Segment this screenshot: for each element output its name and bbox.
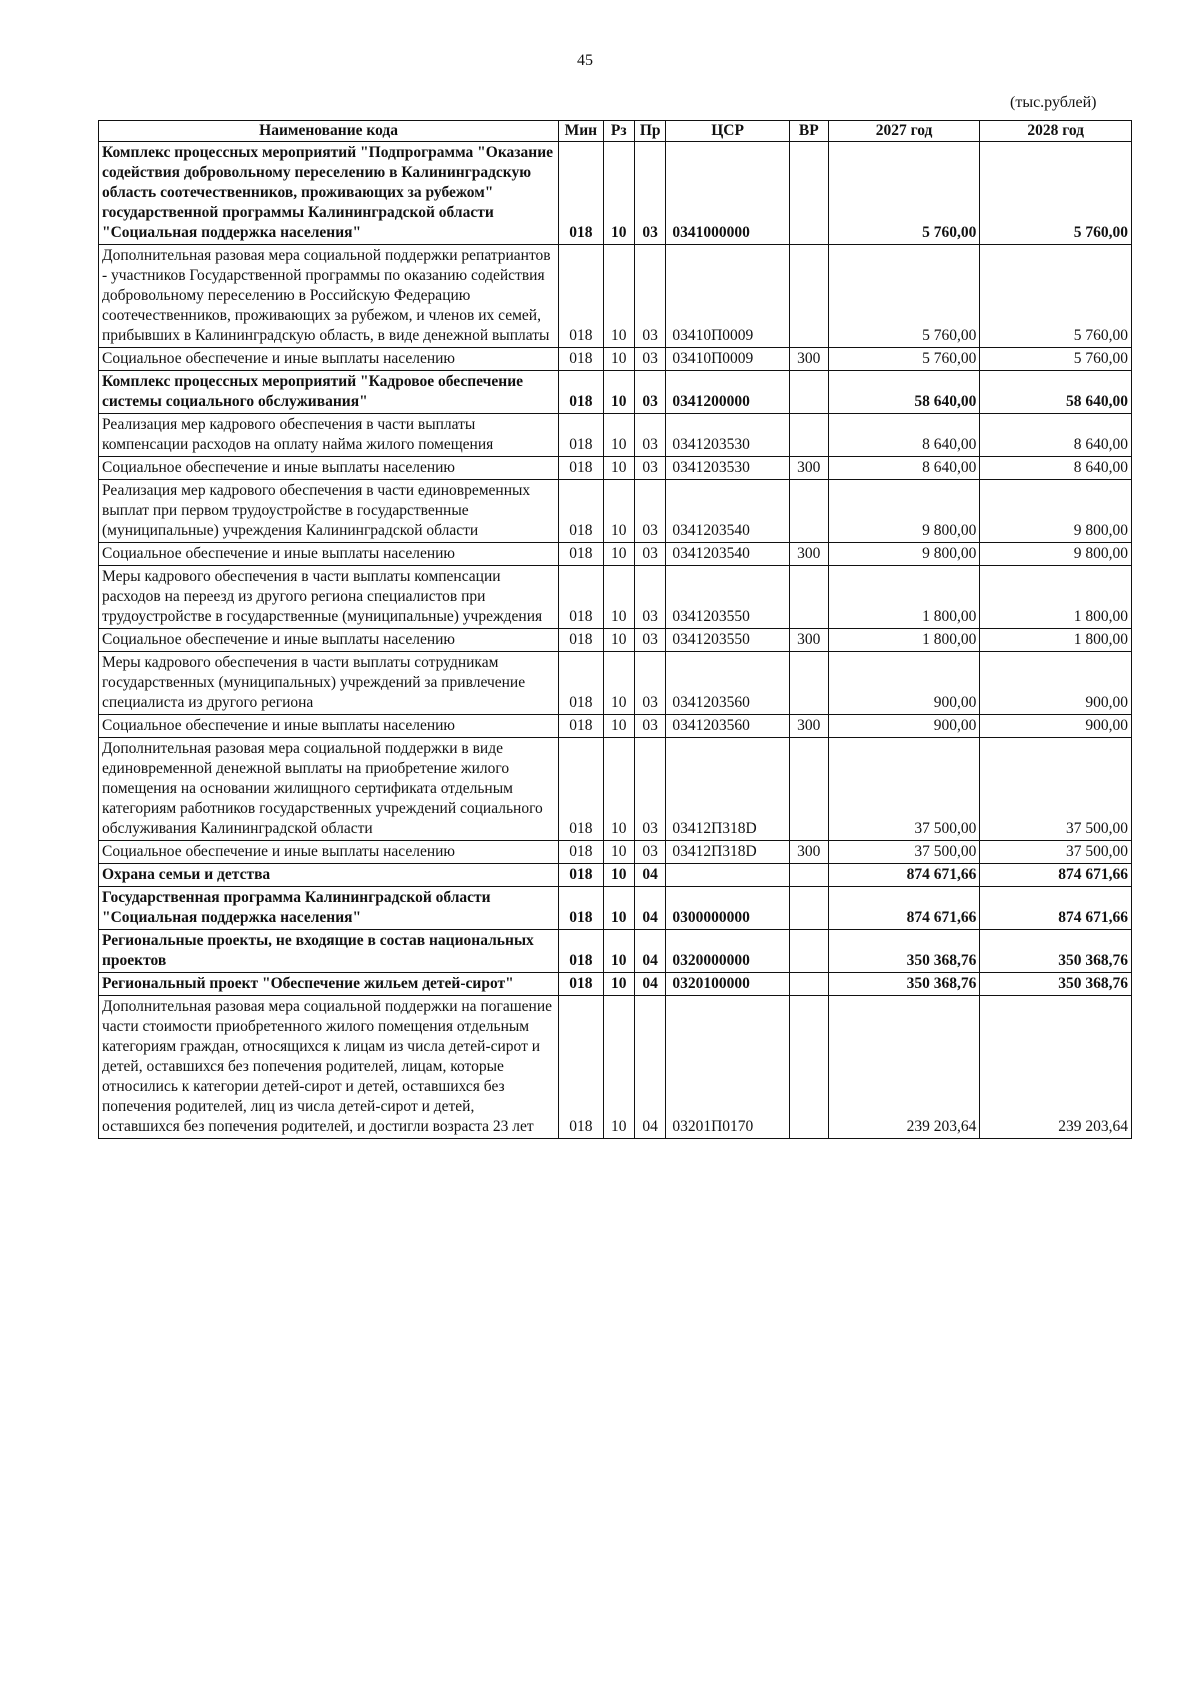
row-pr: 03 [634, 543, 665, 566]
row-csr: 0341203530 [666, 414, 789, 457]
row-pr: 03 [634, 652, 665, 715]
table-row [99, 629, 1132, 652]
table-row [99, 996, 1132, 1139]
row-vr [789, 930, 828, 973]
row-rz: 10 [603, 457, 634, 480]
table-row [99, 841, 1132, 864]
row-name: Дополнительная разовая мера социальной поддержки в виде единовременной денежной выплаты на приобретение жилого помещения на основании жилищного сертификата отдельным категориям работников государственных учреждений социального обслуживания Калининградской области [99, 738, 559, 841]
row-2027: 900,00 [828, 652, 980, 715]
row-2028: 1 800,00 [980, 566, 1132, 629]
row-rz: 10 [603, 738, 634, 841]
row-vr [789, 652, 828, 715]
row-2028: 350 368,76 [980, 973, 1132, 996]
row-2028: 900,00 [980, 652, 1132, 715]
row-name: Комплекс процессных мероприятий "Кадровое обеспечение системы социального обслуживания" [99, 371, 559, 414]
row-2028: 239 203,64 [980, 996, 1132, 1139]
row-rz: 10 [603, 414, 634, 457]
row-rz: 10 [603, 996, 634, 1139]
row-vr [789, 973, 828, 996]
row-2027: 239 203,64 [828, 996, 980, 1139]
row-vr [789, 414, 828, 457]
row-csr: 0341200000 [666, 371, 789, 414]
row-pr: 03 [634, 371, 665, 414]
row-2028: 5 760,00 [980, 142, 1132, 245]
row-csr: 0320000000 [666, 930, 789, 973]
table-row [99, 566, 1132, 629]
row-csr: 0341000000 [666, 142, 789, 245]
row-vr [789, 996, 828, 1139]
row-vr: 300 [789, 629, 828, 652]
row-rz: 10 [603, 973, 634, 996]
row-rz: 10 [603, 930, 634, 973]
row-vr [789, 738, 828, 841]
row-min: 018 [559, 543, 603, 566]
row-rz: 10 [603, 864, 634, 887]
row-2028: 8 640,00 [980, 414, 1132, 457]
row-name: Социальное обеспечение и иные выплаты населению [99, 543, 559, 566]
budget-table [98, 120, 1132, 1139]
row-name: Социальное обеспечение и иные выплаты населению [99, 841, 559, 864]
row-2027: 37 500,00 [828, 841, 980, 864]
table-row [99, 414, 1132, 457]
row-name: Государственная программа Калининградской области "Социальная поддержка населения" [99, 887, 559, 930]
header-rz: Рз [603, 121, 634, 142]
row-vr [789, 887, 828, 930]
row-2027: 874 671,66 [828, 864, 980, 887]
row-name: Дополнительная разовая мера социальной поддержки на погашение части стоимости приобретенного жилого помещения отдельным категориям граждан, относящихся к лицам из числа детей-сирот и детей, оставшихся без попечения родителей, лицам, которые относились к категории детей-сирот и детей, оставшихся без попечения родителей, лиц из числа детей-сирот и детей, оставшихся без попечения родителей, и достигли возраста 23 лет [99, 996, 559, 1139]
row-name: Дополнительная разовая мера социальной поддержки репатриантов - участников Государственной программы по оказанию содействия добровольному переселению в Российскую Федерацию соотечественников, проживающих за рубежом, и членов их семей, прибывших в Калининградскую область, в виде денежной выплаты [99, 245, 559, 348]
table-row [99, 543, 1132, 566]
row-name: Социальное обеспечение и иные выплаты населению [99, 348, 559, 371]
row-rz: 10 [603, 715, 634, 738]
row-pr: 03 [634, 841, 665, 864]
row-vr: 300 [789, 457, 828, 480]
row-2028: 874 671,66 [980, 864, 1132, 887]
row-min: 018 [559, 996, 603, 1139]
row-2028: 350 368,76 [980, 930, 1132, 973]
row-csr: 0300000000 [666, 887, 789, 930]
row-2027: 1 800,00 [828, 566, 980, 629]
row-rz: 10 [603, 543, 634, 566]
header-vr: ВР [789, 121, 828, 142]
table-row [99, 930, 1132, 973]
row-pr: 04 [634, 996, 665, 1139]
row-2027: 8 640,00 [828, 457, 980, 480]
row-csr: 03201П0170 [666, 996, 789, 1139]
row-min: 018 [559, 566, 603, 629]
row-name: Социальное обеспечение и иные выплаты населению [99, 715, 559, 738]
row-min: 018 [559, 142, 603, 245]
row-pr: 03 [634, 738, 665, 841]
row-min: 018 [559, 864, 603, 887]
row-name: Комплекс процессных мероприятий "Подпрограмма "Оказание содействия добровольному переселению в Калининградскую область соотечественников, проживающих за рубежом" государственной программы Калининградской области "Социальная поддержка населения" [99, 142, 559, 245]
row-vr [789, 245, 828, 348]
row-rz: 10 [603, 480, 634, 543]
units-label: (тыс.рублей) [1010, 94, 1097, 111]
row-rz: 10 [603, 566, 634, 629]
header-2028: 2028 год [980, 121, 1132, 142]
row-vr: 300 [789, 715, 828, 738]
row-csr: 0341203550 [666, 629, 789, 652]
row-vr [789, 480, 828, 543]
row-min: 018 [559, 738, 603, 841]
row-csr [666, 864, 789, 887]
row-pr: 03 [634, 245, 665, 348]
row-pr: 03 [634, 715, 665, 738]
row-rz: 10 [603, 142, 634, 245]
header-pr: Пр [634, 121, 665, 142]
row-name: Региональный проект "Обеспечение жильем детей-сирот" [99, 973, 559, 996]
row-2027: 8 640,00 [828, 414, 980, 457]
row-2027: 58 640,00 [828, 371, 980, 414]
row-csr: 0341203540 [666, 543, 789, 566]
row-2027: 9 800,00 [828, 480, 980, 543]
row-min: 018 [559, 245, 603, 348]
row-2027: 1 800,00 [828, 629, 980, 652]
row-min: 018 [559, 371, 603, 414]
row-rz: 10 [603, 348, 634, 371]
row-2028: 900,00 [980, 715, 1132, 738]
row-min: 018 [559, 841, 603, 864]
row-pr: 03 [634, 480, 665, 543]
row-csr: 0320100000 [666, 973, 789, 996]
row-min: 018 [559, 629, 603, 652]
row-min: 018 [559, 652, 603, 715]
row-2028: 37 500,00 [980, 841, 1132, 864]
table-row [99, 348, 1132, 371]
row-csr: 0341203560 [666, 652, 789, 715]
row-pr: 04 [634, 864, 665, 887]
row-vr [789, 371, 828, 414]
row-min: 018 [559, 930, 603, 973]
row-pr: 03 [634, 414, 665, 457]
row-2027: 9 800,00 [828, 543, 980, 566]
row-2028: 5 760,00 [980, 348, 1132, 371]
row-min: 018 [559, 480, 603, 543]
row-2027: 350 368,76 [828, 973, 980, 996]
row-name: Социальное обеспечение и иные выплаты населению [99, 629, 559, 652]
row-2027: 874 671,66 [828, 887, 980, 930]
table-row [99, 480, 1132, 543]
row-pr: 04 [634, 973, 665, 996]
row-rz: 10 [603, 371, 634, 414]
row-2027: 5 760,00 [828, 348, 980, 371]
table-row [99, 738, 1132, 841]
row-min: 018 [559, 457, 603, 480]
row-min: 018 [559, 973, 603, 996]
row-csr: 0341203540 [666, 480, 789, 543]
table-row [99, 457, 1132, 480]
header-csr: ЦСР [666, 121, 789, 142]
row-2027: 900,00 [828, 715, 980, 738]
row-2028: 1 800,00 [980, 629, 1132, 652]
table-row [99, 142, 1132, 245]
row-rz: 10 [603, 652, 634, 715]
table-row [99, 371, 1132, 414]
table-row [99, 973, 1132, 996]
header-name: Наименование кода [99, 121, 559, 142]
row-vr: 300 [789, 543, 828, 566]
table-row [99, 245, 1132, 348]
row-vr: 300 [789, 348, 828, 371]
row-csr: 0341203560 [666, 715, 789, 738]
row-pr: 04 [634, 887, 665, 930]
row-min: 018 [559, 715, 603, 738]
row-2028: 874 671,66 [980, 887, 1132, 930]
row-vr [789, 566, 828, 629]
row-vr [789, 142, 828, 245]
row-vr [789, 864, 828, 887]
table-row [99, 864, 1132, 887]
row-csr: 03412П318D [666, 738, 789, 841]
row-pr: 04 [634, 930, 665, 973]
row-2028: 58 640,00 [980, 371, 1132, 414]
row-csr: 03412П318D [666, 841, 789, 864]
table-body [99, 142, 1132, 1139]
row-csr: 0341203530 [666, 457, 789, 480]
row-2027: 5 760,00 [828, 142, 980, 245]
row-2027: 5 760,00 [828, 245, 980, 348]
row-name: Охрана семьи и детства [99, 864, 559, 887]
row-rz: 10 [603, 245, 634, 348]
row-pr: 03 [634, 457, 665, 480]
row-pr: 03 [634, 566, 665, 629]
row-name: Реализация мер кадрового обеспечения в части выплаты компенсации расходов на оплату найма жилого помещения [99, 414, 559, 457]
page-number: 45 [577, 52, 593, 69]
row-min: 018 [559, 414, 603, 457]
row-csr: 0341203550 [666, 566, 789, 629]
row-min: 018 [559, 887, 603, 930]
row-csr: 03410П0009 [666, 348, 789, 371]
row-pr: 03 [634, 142, 665, 245]
row-rz: 10 [603, 629, 634, 652]
row-name: Меры кадрового обеспечения в части выплаты компенсации расходов на переезд из другого региона специалистов при трудоустройстве в государственные (муниципальные) учреждения [99, 566, 559, 629]
row-2028: 9 800,00 [980, 543, 1132, 566]
row-min: 018 [559, 348, 603, 371]
table-header-row [99, 121, 1132, 142]
row-name: Реализация мер кадрового обеспечения в части единовременных выплат при первом трудоустройстве в государственные (муниципальные) учреждения Калининградской области [99, 480, 559, 543]
row-2028: 37 500,00 [980, 738, 1132, 841]
row-2028: 5 760,00 [980, 245, 1132, 348]
row-2028: 9 800,00 [980, 480, 1132, 543]
row-pr: 03 [634, 629, 665, 652]
table-row [99, 652, 1132, 715]
table-row [99, 887, 1132, 930]
row-rz: 10 [603, 887, 634, 930]
header-2027: 2027 год [828, 121, 980, 142]
row-rz: 10 [603, 841, 634, 864]
row-name: Региональные проекты, не входящие в состав национальных проектов [99, 930, 559, 973]
row-csr: 03410П0009 [666, 245, 789, 348]
row-2028: 8 640,00 [980, 457, 1132, 480]
table-row [99, 715, 1132, 738]
row-name: Меры кадрового обеспечения в части выплаты сотрудникам государственных (муниципальных) учреждений за привлечение специалиста из другого региона [99, 652, 559, 715]
row-pr: 03 [634, 348, 665, 371]
header-min: Мин [559, 121, 603, 142]
row-2027: 350 368,76 [828, 930, 980, 973]
row-vr: 300 [789, 841, 828, 864]
row-name: Социальное обеспечение и иные выплаты населению [99, 457, 559, 480]
row-2027: 37 500,00 [828, 738, 980, 841]
